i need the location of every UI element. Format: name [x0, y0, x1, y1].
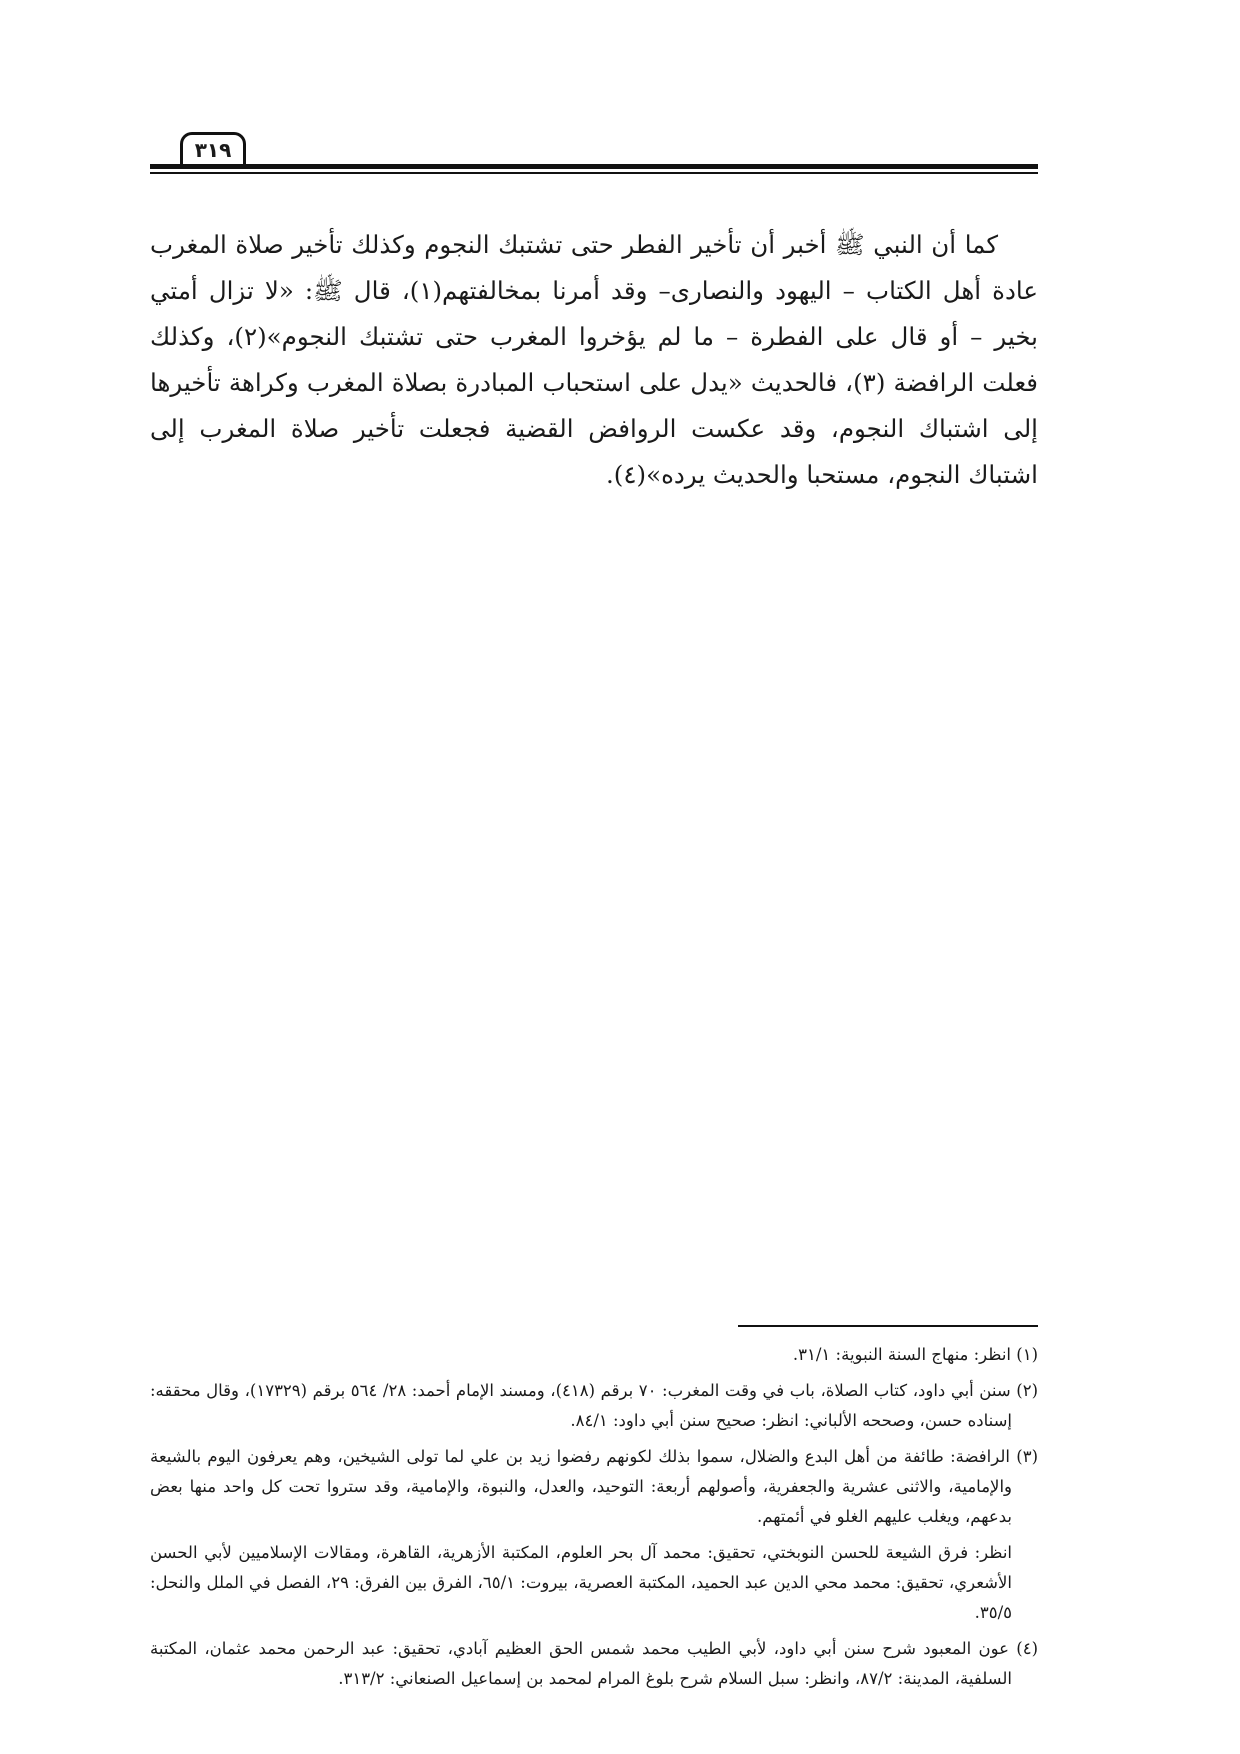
footnote-3-continuation: انظر: فرق الشيعة للحسن النوبختي، تحقيق: محمد آل بحر العلوم، المكتبة الأزهرية، القاهرة، ومقالات الإسلاميين لأبي الحسن الأشعري، تحقيق: محمد محي الدين عبد الحميد، المكتبة العصرية، بيروت: ٦٥/١، الفرق بين الفرق: ٢٩، الفصل في الملل والنحل: ٣٥/٥.	[150, 1543, 1012, 1622]
page-header	[150, 132, 1038, 172]
footnotes	[150, 1340, 1038, 1700]
footnote-2: (٢) سنن أبي داود، كتاب الصلاة، باب في وقت المغرب: ٧٠ برقم (٤١٨)، ومسند الإمام أحمد: ٢٨/ ٥٦٤ برقم (١٧٣٢٩)، وقال محققه: إسناده حسن، وصححه الألباني: انظر: صحيح سنن أبي داود: ٨٤/١.	[150, 1381, 1038, 1430]
footnote-3: (٣) الرافضة: طائفة من أهل البدع والضلال، سموا بذلك لكونهم رفضوا زيد بن علي لما تولى الشيخين، وهم يعرفون اليوم بالشيعة والإمامية، والاثنى عشرية والجعفرية، وأصولهم أربعة: التوحيد، والعدل، والنبوة، والإمامية، وقد ستروا تحت كل واحد منها بعض بدعهم، ويغلب عليهم الغلو في أئمتهم.	[150, 1447, 1038, 1526]
header-rule	[150, 164, 1038, 169]
page-number: ٣١٩	[180, 132, 246, 164]
body-paragraph: كما أن النبي ﷺ أخبر أن تأخير الفطر حتى تشتبك النجوم وكذلك تأخير صلاة المغرب عادة أهل الكتاب – اليهود والنصارى– وقد أمرنا بمخالفتهم(١)، قال ﷺ: «لا تزال أمتي بخير – أو قال على الفطرة – ما لم يؤخروا المغرب حتى تشتبك النجوم»(٢)، وكذلك فعلت الرافضة (٣)، فالحديث «يدل على استحباب المبادرة بصلاة المغرب وكراهة تأخيرها إلى اشتباك النجوم، وقد عكست الروافض القضية فجعلت تأخير صلاة المغرب إلى اشتباك النجوم، مستحبا والحديث يرده»(٤).	[150, 230, 1038, 489]
footnote-1: (١) انظر: منهاج السنة النبوية: ٣١/١.	[792, 1345, 1038, 1364]
header-rule-thin	[150, 172, 1038, 174]
footnote-separator	[738, 1325, 1038, 1327]
footnote-4: (٤) عون المعبود شرح سنن أبي داود، لأبي الطيب محمد شمس الحق العظيم آبادي، تحقيق: عبد الرحمن محمد عثمان، المكتبة السلفية، المدينة: ٨٧/٢، وانظر: سبل السلام شرح بلوغ المرام لمحمد بن إسماعيل الصنعاني: ٣١٣/٢.	[150, 1639, 1038, 1688]
main-text	[150, 222, 1038, 498]
